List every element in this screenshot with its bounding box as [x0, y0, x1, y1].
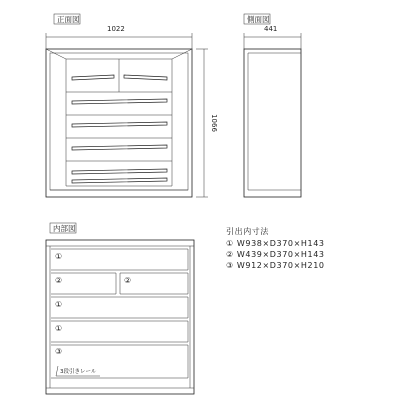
drawer-spec-item: ③ W912×D370×H210: [226, 261, 325, 270]
compartment: [51, 321, 188, 342]
drawer-specs: [226, 226, 325, 270]
side-view-title: 側面図: [247, 15, 270, 24]
front-view-title: 正面図: [57, 15, 80, 24]
side-view: [244, 14, 301, 197]
front-width-dimension: [46, 25, 192, 49]
side-depth-dimension: [244, 25, 301, 49]
drawer-handle: [72, 122, 167, 127]
drawer-handle: [72, 169, 167, 174]
drawer-specs-title: 引出内寸法: [226, 227, 269, 236]
front-height-dimension: [196, 49, 218, 197]
drawer-spec-item: ① W938×D370×H143: [226, 239, 325, 248]
compartment-label: ①: [55, 324, 63, 333]
drawer-handle: [72, 99, 167, 104]
compartment-label: ①: [55, 300, 63, 309]
drawer-handle: [124, 75, 167, 80]
compartment: [51, 297, 188, 318]
front-view: [46, 14, 218, 197]
drawer-handles: [72, 75, 167, 183]
interior-view: [46, 223, 194, 394]
compartment-label: ②: [55, 276, 63, 285]
drawer-handle: [72, 75, 114, 80]
compartment-label: ①: [55, 252, 63, 261]
drawer-handle: [72, 178, 167, 183]
interior-view-title: 内部図: [53, 224, 76, 233]
rail-note: 3段引きレール: [60, 369, 97, 375]
compartment-label: ③: [55, 347, 63, 356]
front-height-value: 1066: [210, 114, 218, 132]
front-width-value: 1022: [107, 25, 125, 33]
side-cabinet-outline: [244, 49, 301, 197]
compartment: [51, 249, 188, 270]
drawer-handle: [72, 145, 167, 150]
drawer-spec-item: ② W439×D370×H143: [226, 250, 325, 259]
interior-compartments: [51, 249, 188, 378]
side-depth-value: 441: [264, 25, 278, 33]
rail-annotation: [56, 366, 100, 376]
compartment-label: ②: [124, 276, 132, 285]
